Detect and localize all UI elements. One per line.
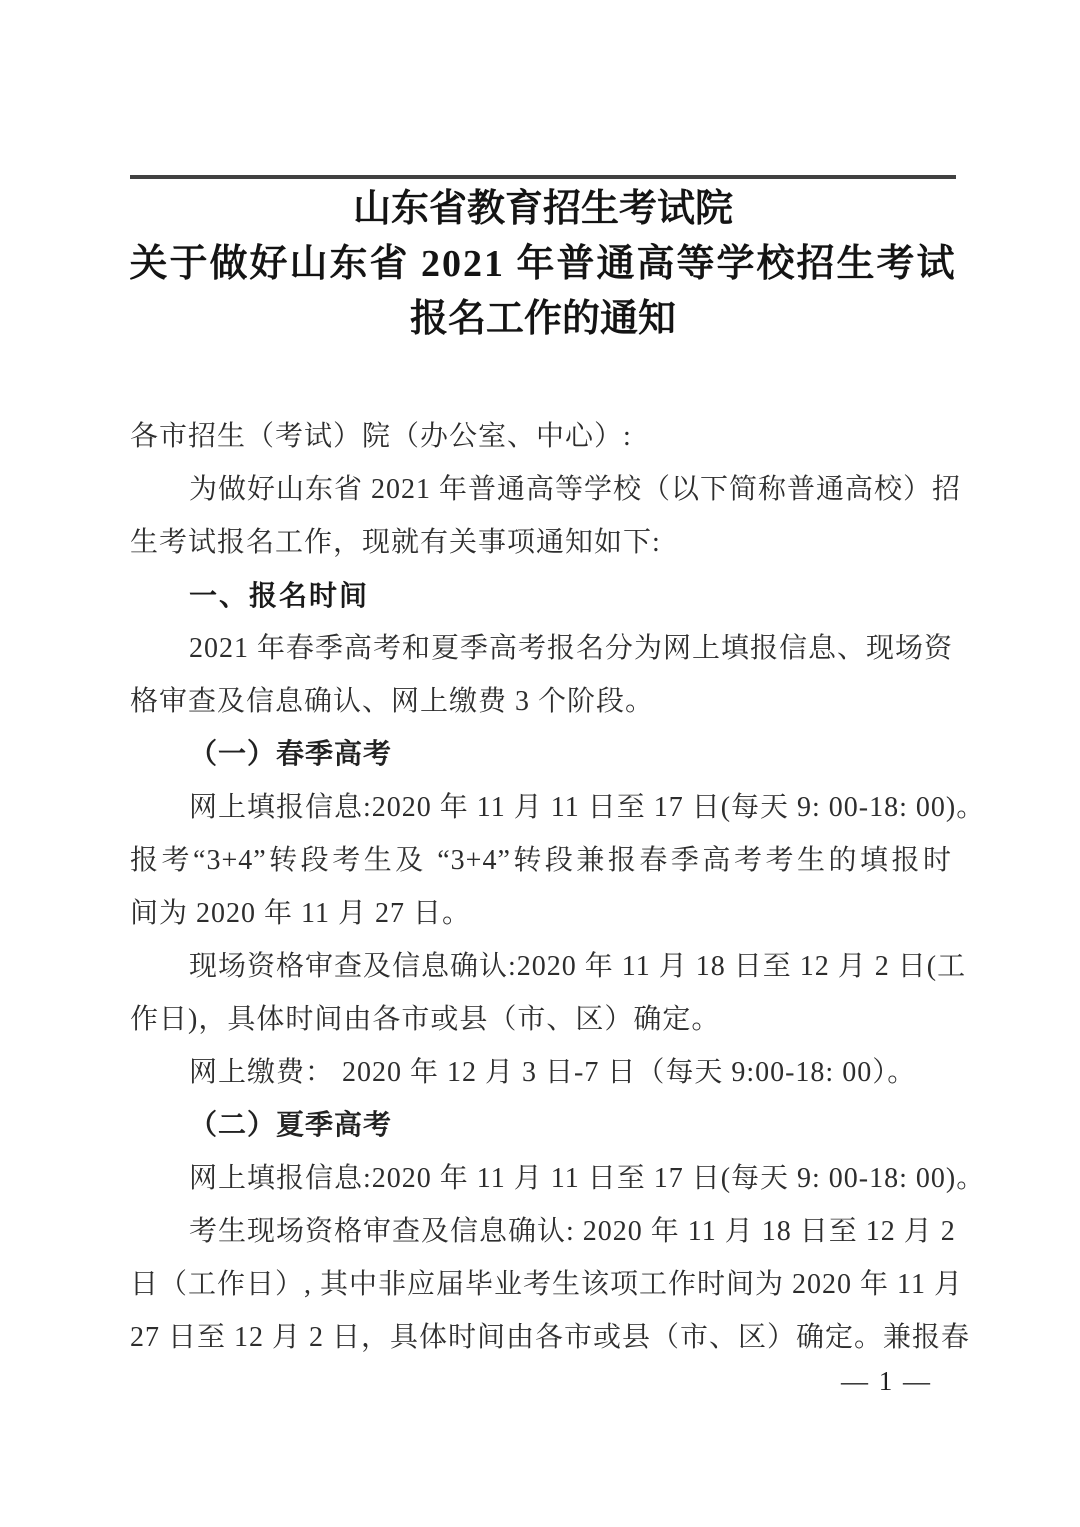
heading-registration-time: 一、报名时间 <box>189 580 370 611</box>
text-line: 格审查及信息确认、网上缴费 3 个阶段。 <box>130 686 655 717</box>
heading-spring-gaokao: （一）春季高考 <box>189 739 393 770</box>
text-line: 间为 2020 年 11 月 27 日。 <box>130 898 471 929</box>
title-subject-line: 关于做好山东省 2021 年普通高等学校招生考试 <box>129 243 957 285</box>
text-line: 网上缴费： 2020 年 12 月 3 日-7 日（每天 9:00-18: 00）。 <box>189 1057 917 1088</box>
text-line: 考生现场资格审查及信息确认: 2020 年 11 月 18 日至 12 月 2 <box>189 1216 956 1247</box>
text-line: 现场资格审查及信息确认:2020 年 11 月 18 日至 12 月 2 日(工 <box>189 951 967 982</box>
heading-summer-gaokao: （二）夏季高考 <box>189 1110 393 1141</box>
text-line: 27 日至 12 月 2 日，具体时间由各市或县（市、区）确定。兼报春 <box>130 1322 971 1353</box>
header-rule <box>130 175 956 179</box>
text-line: 报考“3+4”转段考生及 “3+4”转段兼报春季高考考生的填报时 <box>130 845 952 876</box>
text-line: 日（工作日）, 其中非应届毕业考生该项工作时间为 2020 年 11 月 <box>130 1269 963 1300</box>
text-line: 网上填报信息:2020 年 11 月 11 日至 17 日(每天 9: 00-18: 00)。 <box>189 1163 986 1194</box>
text-line: 网上填报信息:2020 年 11 月 11 日至 17 日(每天 9: 00-18: 00)。 <box>189 792 986 823</box>
salutation-line: 各市招生（考试）院（办公室、中心）: <box>130 421 632 452</box>
document-title <box>110 182 976 347</box>
title-org-line: 山东省教育招生考试院 <box>352 188 733 230</box>
title-notice-line: 报名工作的通知 <box>409 298 676 340</box>
text-line: 作日)，具体时间由各市或县（市、区）确定。 <box>130 1004 721 1035</box>
text-line: 2021 年春季高考和夏季高考报名分为网上填报信息、现场资 <box>189 633 954 664</box>
document-body <box>130 410 986 1364</box>
text-line: 为做好山东省 2021 年普通高等学校（以下简称普通高校）招 <box>189 474 962 505</box>
page-number: — 1 — <box>841 1366 932 1396</box>
text-line: 生考试报名工作，现就有关事项通知如下: <box>130 527 661 558</box>
